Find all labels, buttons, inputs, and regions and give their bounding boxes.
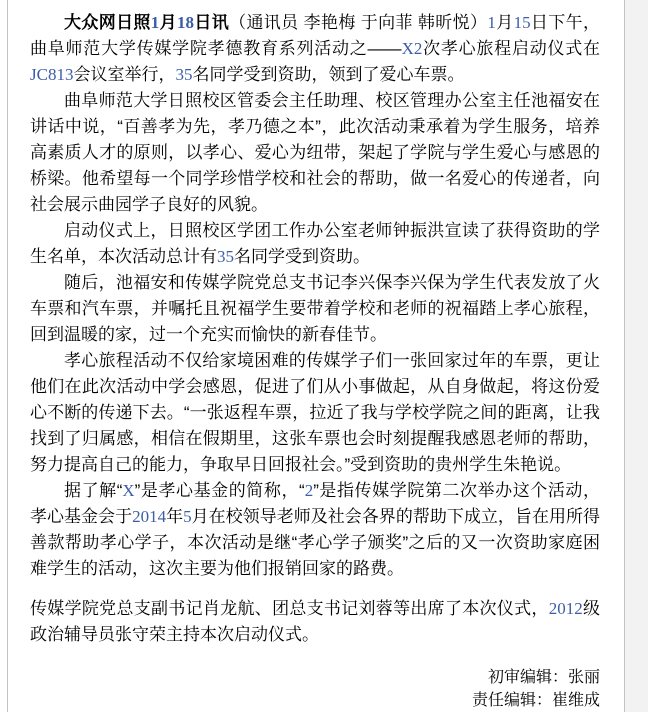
editor-credit-line: 责任编辑：崔维成 [471, 692, 600, 709]
left-gutter [0, 0, 7, 712]
text-run: 会议室举行， [73, 65, 176, 84]
text-run: 35 [175, 65, 193, 84]
text-run: 日讯 [194, 13, 230, 32]
right-gutter [625, 0, 648, 712]
text-run: 月在校领导老师及社会各界的帮助下成立，旨在用所得善款帮助孝心学子，本次活动是继“孝心学子颁奖”之后的又一次资助家庭困难学生的活动，这次主要为他们报销回家的路费。 [30, 507, 600, 578]
text-run: 18 [177, 13, 195, 32]
article-content-box [7, 0, 625, 712]
article-paragraph [30, 596, 600, 648]
text-run: X [122, 481, 135, 500]
editor-credit-line: 初审编辑：张丽 [487, 669, 600, 686]
text-run: 随后，池福安和传媒学院党总支书记李兴保李兴保为学生代表发放了火车票和汽车票，并嘱托且祝福学生要带着学校和老师的祝福踏上孝心旅程，回到温暖的家，过一个充实而愉快的新春佳节。 [30, 273, 600, 344]
text-run: 月 [159, 13, 178, 32]
text-run: 年 [166, 507, 184, 526]
text-run: 5 [183, 507, 192, 526]
text-run: 启动仪式上，日照校区学团工作办公室老师钟振洪宣读了获得资助的学生名单，本次活动总计有 [30, 221, 600, 266]
text-run: 曲阜师范大学日照校区管委会主任助理、校区管理办公室主任池福安在讲话中说，“百善孝为先，孝乃德之本”，此次活动秉承着为学生服务，培养高素质人才的原则，以孝心、爱心为纽带，架起了学院与学生爱心与感恩的桥梁。他希望每一个同学珍惜学校和社会的帮助，做一名爱心的传递者，向社会展示曲园学子良好的风貌。 [30, 91, 600, 214]
text-run: 月 [495, 13, 514, 32]
text-run: 1 [150, 13, 160, 32]
text-run: X2 [401, 39, 423, 58]
text-run: 名同学受到资助。 [234, 247, 370, 266]
article-paragraph [30, 10, 600, 88]
text-run: （通讯员 李艳梅 于向菲 韩昕悦） [229, 13, 488, 32]
editor-credits [30, 666, 600, 712]
text-run: 大众网日照 [64, 13, 151, 32]
text-run: 次孝心旅程启动仪式在 [422, 39, 601, 58]
text-run: 2014 [132, 507, 167, 526]
article-paragraph [30, 88, 600, 218]
text-run: 传媒学院党总支副书记肖龙航、团总支书记刘蓉等出席了本次仪式， [30, 599, 549, 618]
text-run: 据了解“ [64, 481, 123, 500]
text-run: JC813 [30, 65, 74, 84]
text-run: 日下午，曲阜师范大学传媒学院孝德教育系列活动之—— [30, 13, 601, 58]
article-paragraph [30, 348, 600, 478]
text-run: 2012 [548, 599, 583, 618]
text-run: 名同学受到资助，领到了爱心车票。 [192, 65, 465, 84]
text-run: 15 [513, 13, 531, 32]
article-paragraph [30, 478, 600, 582]
text-run: 级政治辅导员张守荣主持本次启动仪式。 [30, 599, 601, 644]
article-paragraph [30, 270, 600, 348]
text-run: 2 [304, 481, 314, 500]
article-paragraph [30, 218, 600, 270]
article-body [30, 10, 600, 648]
text-run: ”是孝心基金的简称，“ [134, 481, 305, 500]
text-run: 孝心旅程活动不仅给家境困难的传媒学子们一张回家过年的车票，更让他们在此次活动中学会感恩，促进了们从小事做起，从自身做起，将这份爱心不断的传递下去。“一张返程车票，拉近了我与学校学院之间的距离，让我找到了归属感，相信在假期里，这张车票也会时刻提醒我感恩老师的帮助，努力提高自己的能力，争取早日回报社会。”受到资助的贵州学生朱艳说。 [30, 351, 600, 474]
text-run: ”是指传媒学院第二次举办这个活动，孝心基金会于 [30, 481, 600, 526]
text-run: 35 [217, 247, 234, 266]
text-run: 1 [487, 13, 496, 32]
